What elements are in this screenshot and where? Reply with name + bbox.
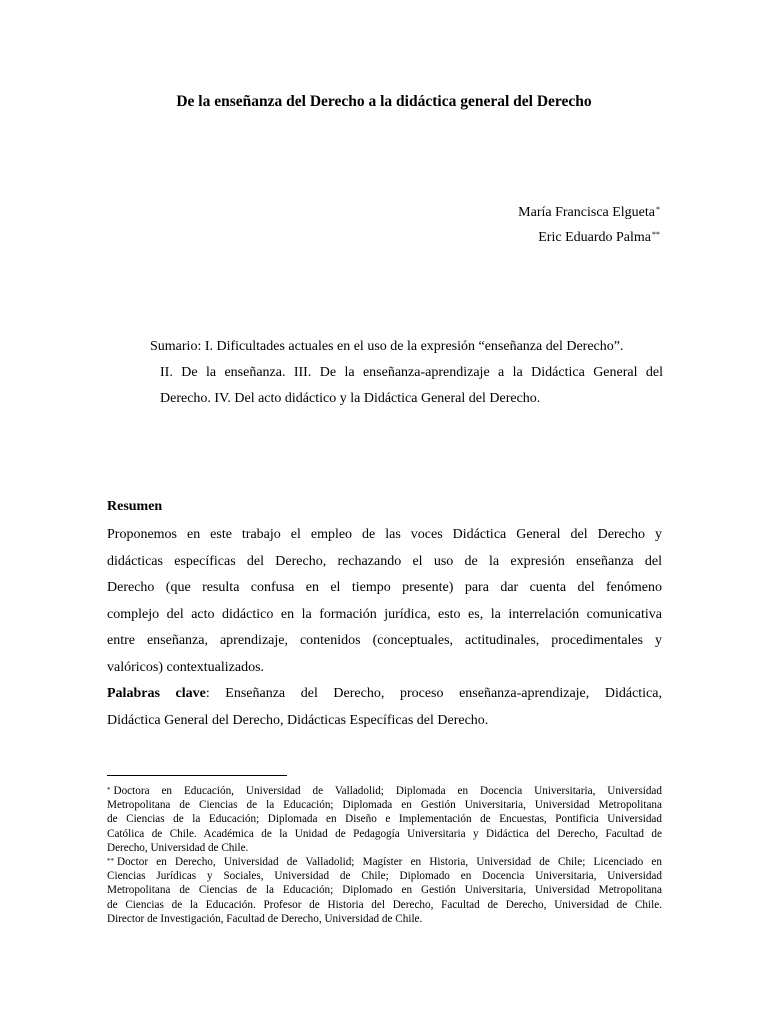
footnote-2-mark: ** [107,857,114,866]
footnote-1-line: de Ciencias de la Educación; Diplomada en Diseño e Implementación de Encuestas, Pontificia Universidad [107,813,662,826]
footnote-1-text: Doctora en Educación, Universidad de Valladolid; Diplomada en Docencia Universitaria, Universidad [113,785,662,797]
keywords-line: Didáctica General del Derecho, Didácticas Específicas del Derecho. [107,712,489,728]
abstract-body [107,522,662,681]
author-1-footnote-mark[interactable]: * [656,205,660,214]
footnote-2-text: Doctor en Derecho, Universidad de Valladolid; Magíster en Historia, Universidad de Chile; Licenciado en [117,856,662,869]
summary-line: Derecho. IV. Del acto didáctico y la Didáctica General del Derecho. [160,391,541,406]
footnote-2-line [107,855,662,869]
footnote-1-line: Metropolitana de Ciencias de la Educación; Diplomada en Gestión Universitaria, Universidad Metropolitana [107,799,662,812]
abstract-line: complejo del acto didáctico en la formación jurídica, esto es, la interrelación comunicativa [107,606,662,622]
abstract-line: valóricos) contextualizados. [107,659,265,675]
footnote-1-line: Derecho, Universidad de Chile. [107,841,249,854]
author-2-name: Eric Eduardo Palma [538,230,651,245]
author-1 [518,204,660,222]
abstract-line: entre enseñanza, aprendizaje, contenidos (conceptuales, actitudinales, procedimentales y [107,633,662,648]
abstract-line: Derecho (que resulta confusa en el tiempo presente) para dar cuenta del fenómeno [107,580,662,595]
footnote-2-line: Ciencias Jurídicas y Sociales, Universidad de Chile; Diplomado en Docencia Universitaria, Universidad [107,870,662,883]
abstract-line: Proponemos en este trabajo el empleo de las voces Didáctica General del Derecho y [107,527,662,542]
summary-line: Sumario: I. Dificultades actuales en el uso de la expresión “enseñanza del Derecho”. [150,339,624,354]
abstract-line: didácticas específicas del Derecho, rechazando el uso de la expresión enseñanza del [107,553,662,569]
author-2-footnote-mark[interactable]: ** [652,230,660,239]
footnote-2-line: Metropolitana de Ciencias de la Educación; Diplomado en Gestión Universitaria, Universidad Metropolitana [107,884,662,897]
footnote-separator [107,775,287,776]
keywords-text: : Enseñanza del Derecho, proceso enseñanza-aprendizaje, Didáctica, [205,686,662,701]
keywords-label: Palabras clave [107,686,206,701]
author-2 [538,229,660,247]
footnotes [107,784,662,926]
footnote-1-line: Católica de Chile. Académica de la Unidad de Pedagogía Universitaria y Didáctica del Derecho, Facultad de [107,827,662,840]
footnote-2-line: de Ciencias de la Educación. Profesor de Historia del Derecho, Facultad de Derecho, Universidad de Chile. [107,898,662,911]
summary-block [150,334,663,412]
summary-line: II. De la enseñanza. III. De la enseñanza-aprendizaje a la Didáctica General del [160,365,663,380]
footnote-2-line: Director de Investigación, Facultad de Derecho, Universidad de Chile. [107,912,423,925]
footnote-1-mark: * [107,786,111,794]
footnote-1-line [107,784,662,798]
keywords-block [107,681,662,734]
paper-title: De la enseñanza del Derecho a la didáctica general del Derecho [176,93,592,110]
keywords-line [107,681,662,708]
abstract-heading: Resumen [107,499,163,514]
author-1-name: María Francisca Elgueta [518,205,655,220]
